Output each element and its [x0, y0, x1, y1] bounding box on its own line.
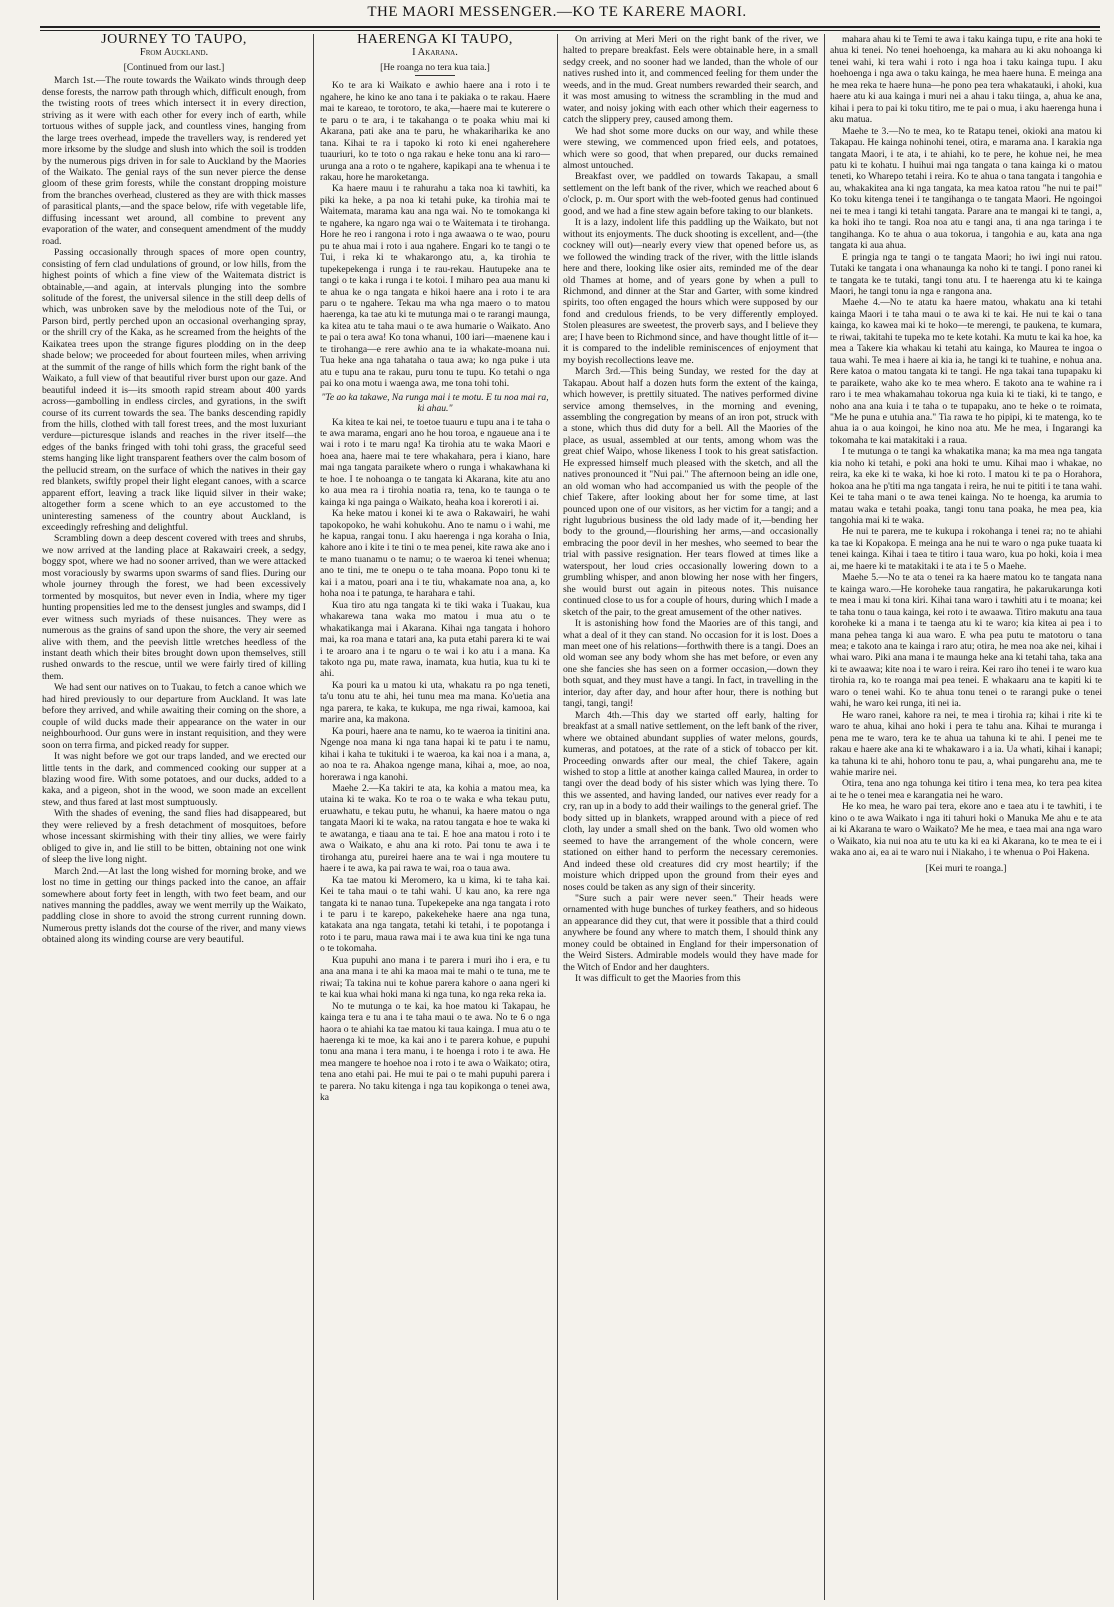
paragraph: Scrambling down a deep descent covered with trees and shrubs, we now arrived at the landing place at Rakawairi creek, a sedgy, boggy spot, where we had no sooner arrived, than we were attacked most voraciously by swarms upon swarms of sand flies. During our whole journey through the forest, we had been excessively tormented by mosquitos, but never even in India, where my tiger hunting propensities led me to the densest jungles and swamps, did I ever witness such myriads of these nuisances. They were as numerous as the grains of sand upon the shore, the very air seemed alive with them, and the peevish little wretches heedless of the instant death which their bites brought down upon themselves, still rushed onwards to the rescue, until we were fairly tired of killing them.: [42, 533, 306, 682]
paragraph: March 4th.—This day we started off early, halting for breakfast at a small native settlement, on the left bank of the river, where we obtained abundant supplies of water melons, gourds, kumeras, and potatoes, at the rate of a stick of tobacco per kit. Proceeding onwards after our meal, the chief Takere, again wished to stop a little at another kainga called Maurea, in order to tangi over the dead body of his sister which was lying there. To this we assented, and having landed, our natives ever ready for a cry, ran up in a body to add their wailings to the general grief. The body sitted up in blankets, wrapped around with a piece of red cloth, lay under a small shed on the bank. Two old women who seemed to have the arrangement of the whole concern, were stationed on either hand to perform the necessary ceremonies. And indeed these old creatures did cry most heartily; if the moisture which dripped upon the ground from their eyes and noses could be taken as any sign of their sincerity.: [563, 709, 818, 893]
paragraph: He waro ranei, kahore ra nei, te mea i tirohia ra; kihai i rite ki te waro te ahua, kihai ano hoki i pera te tahu ana. Kihai te muranga i pena me te waro, tera ke te ahua ua tahuna ki te ahi. I penei me te rakau e haere ake ana ki te whakawaro i a ia. Ua whati, kihai i kanapi; ka tahuna ki te ahi, hohoro tonu te pau, a, whai pungarehu ana, me te wahie marire nei.: [830, 709, 1102, 778]
paragraph: Ka heke matou i konei ki te awa o Rakawairi, he wahi tapokopoko, he wahi kohukohu. Ano te namu o i wahi, me he kapua, rangai tonu. I aku haerenga i nga koraha o Inia, kahore ano i kite i te tini o te mea penei, kite rawa ake ano i te mano tuanamu o te namu; o te waeroa ki tenei whenua; ano te tini, me te onepu o te taha moana. Popo tonu ki te kai i a matou, poari ana i te tiu, whakamate noa ana, a, ko hoha noa i te patunga, te harahara e tahi.: [320, 508, 550, 600]
paragraph: "Te ao ka takawe, Na runga mai i te motu. E tu noa mai ra, ki ahau.": [321, 391, 549, 415]
paragraph: He nui te parera, me te kukupa i rokohanga i tenei ra; no te ahiahi ka tae ki Kopakopa. E meinga ana he nui te waro o nga puke tuaata ki tenei kainga. Kihai i taea te titiro i taua waro, kua po hoki, koia i mea ai, me haere ki te matakitaki i te ata i te 5 o Maehe.: [830, 526, 1102, 572]
paragraph: Ka pouri ka u matou ki uta, whakatu ra po nga teneti, ta'u tonu atu te ahi, hei tunu mea ma mana. Ko'uetia ana nga parera, te kaka, te kukupa, me nga riwai, kamooa, kai marire ana, ka makona.: [320, 679, 550, 726]
maori-body: [320, 80, 550, 1103]
paragraph: Ka pouri, haere ana te namu, ko te waeroa ia tinitini ana. Ngenge noa mana ki nga tana hapai ki te patu i te namu, kihai i kaha te tukituki i te waeroa, ka kai noa i a mana, a, ao noa te ra. Ahakoa ngenge mana, kihai a, moe, ao noa, horerawa i nga kanohi.: [320, 725, 550, 783]
column-divider: [313, 34, 314, 1600]
paragraph: We had sent our natives on to Tuakau, to fetch a canoe which we had hired previously to our departure from Auckland. It was late before they arrived, and while awaiting their coming on the shore, a couple of wild ducks made their appearance on the water in our neighbourhood. Our guns were in instant requisition, and they were soon on terra firma, and picked ready for supper.: [42, 682, 306, 751]
paragraph: Ka tae matou ki Meromero, ka u kima, ki te taha kai. Kei te taha maui o te tahi wahi. U kau ano, ka rere nga tangata ki te nanao tuna. Tupekepeke ana nga tangata i roto i te paru i te karepo, pakekeheke haere ana nga tuna, katakata ana nga tangata, tetahi ki tetahi, i te popotanga i roto i te paru, maua rawa mai i te awa kua tini ke nga tuna o te tokomaha.: [320, 874, 550, 955]
paragraph: On arriving at Meri Meri on the right bank of the river, we halted to prepare breakfast. Eels were obtainable here, in a small sedgy creek, and no sooner had we landed, than the whole of our natives rushed into it, and commenced feeling for them under the weeds, and in the mud. Great numbers rewarded their search, and it was most amusing to witness the scrambling in the mud and water, and noisy joking with each other which their eagerness to catch the slippery prey, caused among them.: [563, 34, 818, 126]
english-body: [42, 75, 306, 945]
paragraph: Otira, tena ano nga tohunga kei titiro i tena mea, ko tera pea kitea ai te he o tenei mea e karangatia nei he waro.: [830, 778, 1102, 801]
paragraph: He ko mea, he waro pai tera, ekore ano e taea atu i te tawhiti, i te kino o te awa Waikato i nga iti tahuri hoki o Manuka Me ahu e te ata ai ki Akarana te waro o Waikato? Me he mea, e taea mai ana nga waro o Waikato, kia nui noa atu te utu ka ki ea ki Akarana, ko te mea te ei i waka ano ai, ea ai te waro nui i Niakaho, i te whenua o Poi Hakena.: [830, 801, 1102, 859]
paragraph: I te mutunga o te tangi ka whakatika mana; ka ma mea nga tangata kia noho ki tetahi, e poki ana hoki te umu. Kihai mao i whakae, no reira, ka eke ki te waka, ki hoe ki roto. I matou ki te pa o Horahora, hokoa ana he p'titi ma nga tangata i reira, he nui te pititi i te tana wahi. Kei te taha mani o te awa tenei kainga. No te hoenga, ka arumia to matau waka e tetahi poaka, tangi tonu tana poaka, he mea pea, kia tangohia mai ki te waka.: [830, 446, 1102, 527]
maori-continuation-column: [830, 34, 1102, 1600]
paragraph: Ka haere mauu i te rahurahu a taka noa ki tawhiti, ka piki ka heke, a pa noa ki tetahi puke, ka tirohia mai te Waitemata, marama kau ana nga wai. No te tomokanga ki te ngahere, ka ngaro nga wai o te Waitemata i te tirohanga. Hore he reo i rangona i roto i nga awaawa o te wao, pouru pu te ahua mai i roto i aua ngahere. Engari ko te tangi o te Tui, i reka ki te whakarongo atu, a, ka tirohia te tupekepekenga i runga i te rau-rekau. Hautupeke ana te tangi o te kaka i runga i te kotoi. I miharo pea aua manu ki te ahua ke o nga tangata e hikoi haere ana i roto i te ara paru o te ngahere. Tekau ma wha nga maero o to matou haerenga, ka tae atu ki te mutunga mai o te rarangi maunga, ka kitea atu te taha maui o te awa humarie o Waikato. Ano te pai o tera awa! Ko tona whanui, 100 iari—maenene kau i te tirohanga—e rere awhio ana te ia whakate-moana nui. Tua heke ana nga tahataha o taua awa; ko nga puke i uta atu e tupu ana te rakau, puru tonu te tupu. Ko tetahi o nga pai ko ona motu i waenga awa, me tona tohi tohi.: [320, 183, 550, 390]
paragraph: No te mutunga o te kai, ka hoe matou ki Takapau, he kainga tera e tu ana i te taha maui o te awa. No te 6 o nga haora o te ahiahi ka tae matou ki taua kainga. I mua atu o te haerenga ki te moe, ka kai ano i te parera kohue, e pupuhi tonu ana mana i tera manu, i te hoenga i roto i te awa. He mea mangere te hoehoe noa i roto i te awa o Waikato; otira, tena ano etahi pai. He mui te pai o te mahi pupuhi parera i te parera. No taku kitenga i nga tau kopikonga o tenei awa, ka: [320, 1000, 550, 1104]
english-continuation-column: [563, 34, 818, 1600]
english-title: JOURNEY TO TAUPO,: [101, 34, 247, 47]
column-divider: [824, 34, 825, 1600]
paragraph: "Sure such a pair were never seen." Their heads were ornamented with huge bunches of turkey feathers, and so hideous an appearance did they cut, that were it possible that a third could anywhere be found any where to match them, I should think any money could be obtained in England for their impersonation of the Weird Sisters. Admirable models would they have made for the Witch of Endor and her daughters.: [563, 892, 818, 973]
paragraph: Ka kitea te kai nei, te toetoe tuauru e tupu ana i te taha o te awa marama, engari ano he hou toroa, e ngaueue ana i te wai i roto i te maru nga! Ka tirohia atu te waka Maori e hoea ana, haere mai te tere whakahara, pera i kiano, hare mai nga tangata paraikete whero o runga i whakawhana ki te hoe. I te nohoanga o te tangata ki Akarana, kite atu ano ko aua mea ra i tirohia noatia ra, tena, ko te taunga o te kainga ki nga painga o Waikato, heaha koa i koreroti i ai.: [320, 416, 550, 508]
maori-title: HAERENGA KI TAUPO,: [357, 34, 513, 47]
paragraph: March 3rd.—This being Sunday, we rested for the day at Takapau. About half a dozen huts form the extent of the kainga, which however, is prettily situated. The natives performed divine service among themselves, in the morning and evening, assembling the congregation by means of an iron pot, struck with a stone, which thus did duty for a bell. All the Maories of the place, as usual, assembled at our tents, among whom was the great chief Waipo, whose likeness I took to his great satisfaction. He expressed himself much pleased with the sketch, and all the natives pronounced it "Nui pai." The afternoon being an idle one, an old woman who had accompanied us with the people of the chief Takere, after looking about her for some time, at last pounced upon one of our visitors, as her victim for a tangi; and a right lugubrious business the old lady made of it,—bending her body to the ground,—flourishing her arms,—and occasionally embracing the poor devil in her meshes, who seemed to bear the trial with passive resignation. Her tears flowed at times like a waterspout, her loud cries occasionally lowering down to a grumbling whisper, and anon blowing her nose with her fingers, she would burst out again in piteous notes. This nuisance continued close to us for a couple of hours, during which I made a sketch of the pair, to the great amusement of the other natives.: [563, 366, 818, 618]
paragraph: Maehe 5.—No te ata o tenei ra ka haere matou ko te tangata nana te kainga waro.—He koroheke taua rangatira, he pakarukarunga koti te mea i mau ki tona kiri. Kihai tana waro i tawhiti atu i te moana; kei te taha tonu o taua kainga, kei roto i te awaawa. Titiro makutu ana taua koroheke ki a mana i te taenga atu ki te waro; kia kitea ai pea i to mana pehea tanga ki aua waro. E wha pea putu te matotoru o tana mea; e takoto ana te kainga i raro atu; otira, he mea noa ake nei, kihai i whai waro. Piki ana mana i te maunga heke ana ki tetahi taha, taka ana ki te awaawa; kite noa i te waro i reira. Kei raro iho tenei i te waro kua tirohia ra, ko te roanga mai pea tenei. E whakaaru ana te kapiti ki te waro o tenei wahi. Ko te ahua tonu tenei o te rarangi puke o tenei wahi, he waro kei runga, iti nei ia.: [830, 572, 1102, 710]
paragraph: mahara ahau ki te Temi te awa i taku kainga tupu, e rite ana hoki te ahua ki tenei. No tenei hoehoenga, ka mahara au ki aku nohoanga ki tenei wahi, ki tera wahi i roto i nga hoa i taku kainga tupu. I aku hoehoenga i nga awa o taku kainga, he mea haere huna. E meinga ana he mea reka te haere huna—he pono pea tera whakatauki, i ahoki, kua haere atu ki aua kainga i muri nei a ahau i taku tiinga, a, ahua ke ana, kihai i pera to pai ki toku titiro, me te pai o mua, i aku haerenga huna i aku matua.: [830, 34, 1102, 126]
paragraph: Passing occasionally through spaces of more open country, consisting of fern clad undulations of ground, or low hills, from the highest points of which a fine view of the Waitemata district is obtainable,—and again, at intervals plunging into the sombre solitude of the forest, the universal silence in the still deep dells of which, was unbroken save by the melodious note of the Tui, or Parson bird, pertly perched upon an occasional overhanging spray, or the shrill cry of the Kaka, as he screamed from the heights of the Kaikatea trees upon the strange figures plodding on in the deep shade below; we proceeded for about fourteen miles, when arriving at the summit of the range of hills which form the right bank of the Waikato, a full view of that beautiful river burst upon our gaze. And beautiful indeed it is—its smooth rapid stream about 400 yards across—gambolling in endless circles, and gyrations, in the swift course of its current towards the sea. The banks descending rapidly from the hills, clothed with tall forest trees, and the most luxuriant verdure—picturesque islands and reaches in the river itself—the edges of the banks fringed with tohi tohi grass, the graceful seed stems hanging like light transparent feathers over the calm bosom of the pellucid stream, on the surface of which the natives in their gay red blankets, swiftly propel their light elegant canoes, with a scarce apparent effort, leaving a track like liquid silver in their wake; altogether form a scene which to an eye accustomed to the uninteresting sameness of the country about Auckland, is exceedingly refreshing and delightful.: [42, 247, 306, 534]
column-divider: [557, 34, 558, 1600]
paragraph: Maehe 2.—Ka takiri te ata, ka kohia a matou mea, ka utaina ki te waka. Ko te roa o te waka e wha tekau putu, eruawhatu, e tekau putu, he whanui, ka haere matou o nga tangata Maori ki te waka, na ratou tangata e hoe te waka ki te awatanga, e tiaau ana te tai. E hoe ana matou i roto i te awa o Waikato, e ahu ana ki roto. Pai tonu te awa i te tirohanga atu, pureirei haere ana te wai i nga moutere tu haere i te awa, ka pai rawa te wai, roa o taua awa.: [320, 783, 550, 875]
maori-subtitle: I Akarana.: [412, 47, 458, 59]
maori-end-note: [Kei muri te roanga.]: [925, 862, 1007, 874]
paragraph: It is a lazy, indolent life this paddling up the Waikato, but not without its enjoyments. The duck shooting is excellent, and—(the cockney will out)—nearly every view that opened before us, as we followed the winding track of the river, with the little islands here and there, looking like osier aits, reminded me of the dear old Thames at home, and of years gone by when a pull to Richmond, and dinner at the Star and Garter, with some kindred spirits, too often engaged the hours which were supposed by our fond and credulous friends, to be very differently employed. Stolen pleasures are sweetest, the proverb says, and I believe they are; I have been to Richmond since, and have thought little of it—it is compared to the indelible reminiscences of enjoyment that my boyish recollections leave me.: [563, 217, 818, 366]
paragraph: Kua pupuhi ano mana i te parera i muri iho i era, e tu ana ana mana i te ahi ka maoa mai te mahi o te tuna, me te riwai; Ta takina nui te kohue parera kahore o aana ngeri ki te kai kua whai hoki mana ki nga tuna, ko nga reka reka ia.: [320, 954, 550, 1001]
english-subtitle: From Auckland.: [139, 47, 209, 59]
paragraph: March 2nd.—At last the long wished for morning broke, and we lost no time in getting our things packed into the canoe, an affair somewhere about forty feet in length, with two feet beam, and our natives manning the paddles, away we went merrily up the Waikato, paddling close in shore to avoid the strong current running down. Numerous pretty islands dot the course of the river, and many views obtained along its winding course are very beautiful.: [42, 865, 306, 946]
masthead: THE MAORI MESSENGER.—KO TE KARERE MAORI.: [367, 4, 747, 20]
paragraph: It was difficult to get the Maories from this: [575, 973, 741, 985]
paragraph: With the shades of evening, the sand flies had disappeared, but they were relieved by a fresh detachment of mosquitoes, before whose incessant skirmishing with their tiny allies, we were fairly obliged to give in, and lie still to be bitten, obtaining not one wink of sleep the live long night.: [42, 808, 306, 866]
english-body-continued: [563, 34, 818, 985]
maori-body-continued: [830, 34, 1102, 859]
paragraph: E pringia nga te tangi o te tangata Maori; ho iwi ingi nui ratou. Tutaki ke tangata i ona whanaunga ka noho ki te tangi. I pono ranei ki te tangata ke te tutaki, tangi tonu atu. I te haerenga atu ki te kainga Maori, he tangi tonu ia nga e rangona ana.: [830, 251, 1102, 297]
short-rule: [415, 75, 455, 76]
paragraph: Breakfast over, we paddled on towards Takapau, a small settlement on the left bank of the river, which we reached about 6 o'clock, p. m. Our sport with the web-footed genus had continued good, and we had a fine stew again before taking to our blankets.: [563, 171, 818, 217]
maori-column: [320, 34, 550, 1600]
paragraph: Maehe te 3.—No te mea, ko te Ratapu tenei, okioki ana matou ki Takapau. He kainga nohinohi tenei, otira, e marama ana. I karakia nga tangata Maori, i te ata, i te ahiahi, ko te pere, he kohue nei, he mea patu ki te kohatu. I huihui mai nga tangata o tana kainga ki o matou teneti, ko Wharepo tetahi i reira. Ko te ahua o tana tangata i tangohia e au, whakakitea ana ki nga tangata, ka mea katoa ratou "he nui te pai!" Ko toku kitenga tenei i te tangihanga o te tangata Maori. He ngoingoi nei te mea i tangi ki tetahi tangata. Parare ana te mangai ki te tangi, a, ka hoki iho te tangi. Roa noa atu e tangi ana, ti ana nga taringa i te tangihanga. Ko te ahua o aua tokorua, i tangohia e au, kata ana nga tangata ki aua ahua.: [830, 125, 1102, 252]
maori-continued-note: [He roanga no tera kua taia.]: [380, 61, 490, 73]
paragraph: Maehe 4.—No te atatu ka haere matou, whakatu ana ki tetahi kainga Maori i te taha maui o te awa ki te kai. He nui te kai o tana kainga, ko kawea mai ki te hoko—te merengi, te paukena, te kumara, te riwai, takitahi te tupeka mo te kete kotahi. Ka mutu te kai ka hoe, ka mea a Takere kia whakau ki tetahi atu kainga, ko Maurea te ingoa o taua wahi. Te mea i haere ai kia ia, he tangi ki te tuahine, e nohua ana. Rere katoa o matou tangata ki te tangi. He nga takai tana tupapaku ki te paraikete, waho ake ko te mea whero. E takoto ana te wahine ra i raro i te mea whakamahau tokorua nga kuia ki te tiaki, ki te tango, e noho ana ana kuia i te taha o te tupapaku, ano te heke o te roimata, "Me he puna e utuhia ana." Tia rawa te ho pipipi, ki te matenga, ko te ahua ia o aua koingoi, he kino noa atu. Me he mea, i Ingarangi ka tokomaha te kai matakitaki i a raua.: [830, 297, 1102, 446]
paragraph: Kua tiro atu nga tangata ki te tiki waka i Tuakau, kua whakarewa tana waka mo matou i mua atu o te whakatikanga mai i Akarana. Kihai nga tangata i hohoro mai, ka roa mana e tatari ana, ka puta etahi parera ki te wai i te aroaro ana i te ngaru o te wai i ko atu i a mana. Ka takoto nga pu, mate rawa, inamata, kua hutia, kua tu ki te ahi.: [320, 599, 550, 680]
paragraph: Ko te ara ki Waikato e awhio haere ana i roto i te ngahere, he kino ke ano tana i te pakiaka o te rakau. Haere mai te kareao, te torotoro, te aka,—haere mai te kuterere o te paru o te ara, i te takahanga o te poaka whiu mai ki Akarana, pati ake ana te paru, he whakariharika ke ano tana. Kihai te ra i tapoko ki roto ki enei ngaherehere tuauriuri, ko te toto o nga rakau e heke tonu ana ki raro—urunga ana a roto o te ngahere, kapikapi ana te whenua i te rakau, hore he maroketanga.: [320, 80, 550, 183]
masthead-rule: [40, 26, 1100, 31]
paragraph: It is astonishing how fond the Maories are of this tangi, and what a deal of it they can stand. No occasion for it is lost. Does a man meet one of his relations—forthwith there is a tangi. Does an old woman see any body whom she has met before, or even any one she fancies she has seen on a former occasion,—down they both squat, and they must have a tangi. In fact, in travelling in the interior, day after day, and hour after hour, there is nothing but tangi, tangi, tangi!: [563, 618, 818, 710]
paragraph: It was night before we got our traps landed, and we erected our little tents in the dark, and commenced cooking our supper at a blazing wood fire. With some potatoes, and our ducks, added to a kaka, and a pigeon, shot in the wood, we soon made an excellent stew, and thus fared at last most sumptuously.: [42, 751, 306, 808]
paragraph: We had shot some more ducks on our way, and while these were stewing, we commenced upon fried eels, and potatoes, which were so good, that when prepared, our ducks remained almost untouched.: [563, 125, 818, 171]
paragraph: March 1st.—The route towards the Waikato winds through deep dense forests, the narrow path through which, difficult enough, from the twisting roots of trees which intersect it in every direction, striving as it were with each other for every inch of earth, while tortuous withes of supple jack, and countless vines, hanging from the large trees overhead, impede the travellers way, is rendered yet more irksome by the sludge and slush into which the soil is trodden by the numerous pigs driven in for sale to Auckland by the Maories of the Waikato. The genial rays of the sun never pierce the dense gloom of these grim forests, while the constant dropping moisture from the branches overhead, clustered as they are with thick masses of parasitical plants,—and the space below, rife with vegetable life, diffusing incessant wet around, all combine to prevent any evaporation of the water, and consequent amendment of the muddy road.: [42, 75, 306, 247]
english-column: [42, 34, 306, 1600]
english-continued-note: [Continued from our last.]: [123, 61, 225, 73]
